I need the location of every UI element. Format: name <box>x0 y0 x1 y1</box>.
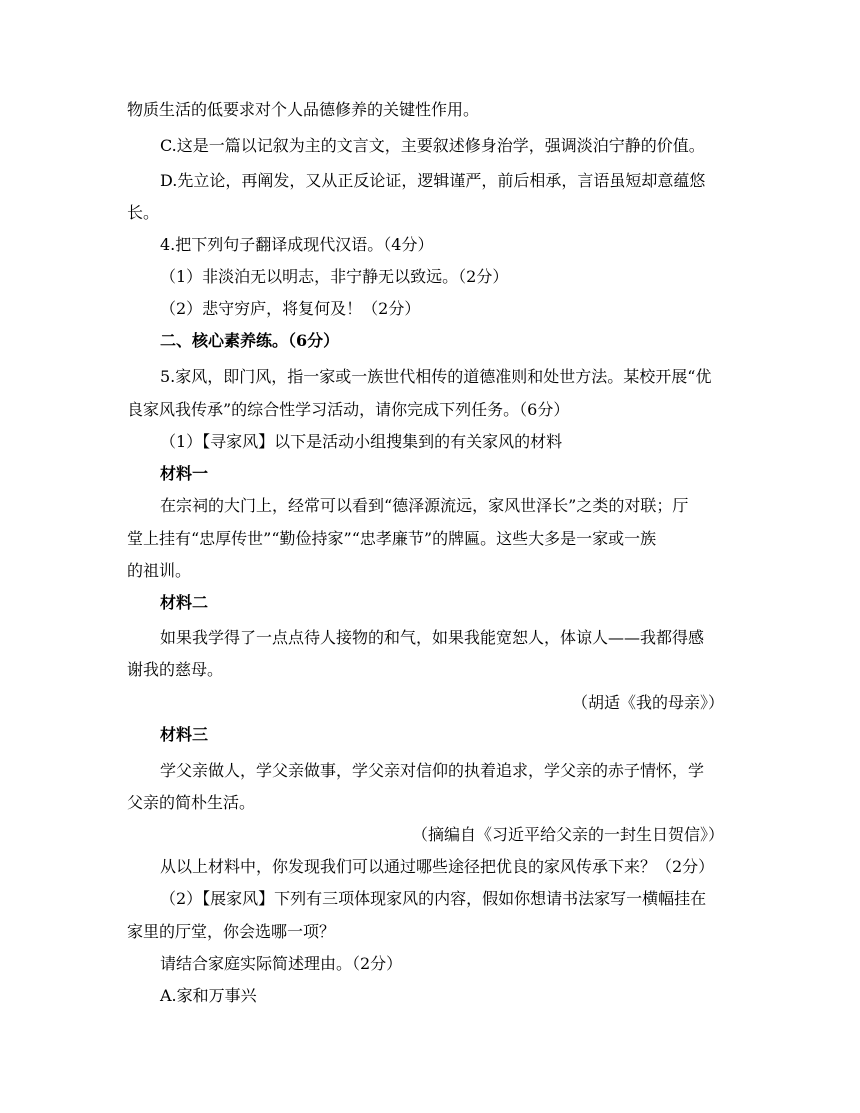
material-2-source: （胡适《我的母亲》） <box>571 693 724 712</box>
text-line: 堂上挂有“忠厚传世”“勤俭持家”“忠孝廉节”的牌匾。这些大多是一家或一族 <box>127 529 657 548</box>
question-4: 4.把下列句子翻译成现代汉语。（4分） <box>160 235 434 254</box>
text-line: 长。 <box>127 203 160 222</box>
text-line: 的祖训。 <box>127 561 192 580</box>
task-2-instruction: 请结合家庭实际简述理由。（2分） <box>160 954 403 973</box>
text-line: 父亲的简朴生活。 <box>127 793 256 812</box>
material-1-text: 在宗祠的大门上，经常可以看到“德泽源流远，家风世泽长”之类的对联；厅 <box>160 496 689 515</box>
text-line: 物质生活的低要求对个人品德修养的关键性作用。 <box>127 100 480 119</box>
material-2-text: 如果我学得了一点点待人接物的和气，如果我能宽恕人，体谅人——我都得感 <box>160 628 705 647</box>
option-d: D.先立论，再阐发，又从正反论证，逻辑谨严，前后相承，言语虽短却意蕴悠 <box>160 171 706 190</box>
material-3-source: （摘编自《习近平给父亲的一封生日贺信》） <box>411 825 724 844</box>
material-1-heading: 材料一 <box>160 464 209 483</box>
text-line: 家里的厅堂，你会选哪一项？ <box>127 922 336 941</box>
question-4-2: （2）悲守穷庐，将复何及！（2分） <box>160 299 421 318</box>
section-heading: 二、核心素养练。（6分） <box>160 331 340 350</box>
question-5: 5.家风，即门风，指一家或一族世代相传的道德准则和处世方法。某校开展“优 <box>160 367 712 386</box>
task-1: （1）【寻家风】以下是活动小组搜集到的有关家风的材料 <box>160 432 563 451</box>
material-2-heading: 材料二 <box>160 593 209 612</box>
question-4-1: （1）非淡泊无以明志，非宁静无以致远。（2分） <box>160 267 509 286</box>
text-line: 谢我的慈母。 <box>127 660 224 679</box>
task-2: （2）【展家风】下列有三项体现家风的内容，假如你想请书法家写一横幅挂在 <box>160 889 707 908</box>
material-3-heading: 材料三 <box>160 725 209 744</box>
option-a: A.家和万事兴 <box>160 986 257 1005</box>
material-3-text: 学父亲做人，学父亲做事，学父亲对信仰的执着追求，学父亲的赤子情怀，学 <box>160 761 705 780</box>
option-c: C.这是一篇以记叙为主的文言文，主要叙述修身治学，强调淡泊宁静的价值。 <box>160 136 705 155</box>
text-line: 良家风我传承”的综合性学习活动，请你完成下列任务。（6分） <box>127 400 570 419</box>
task-1-question: 从以上材料中，你发现我们可以通过哪些途径把优良的家风传承下来？（2分） <box>160 857 715 876</box>
